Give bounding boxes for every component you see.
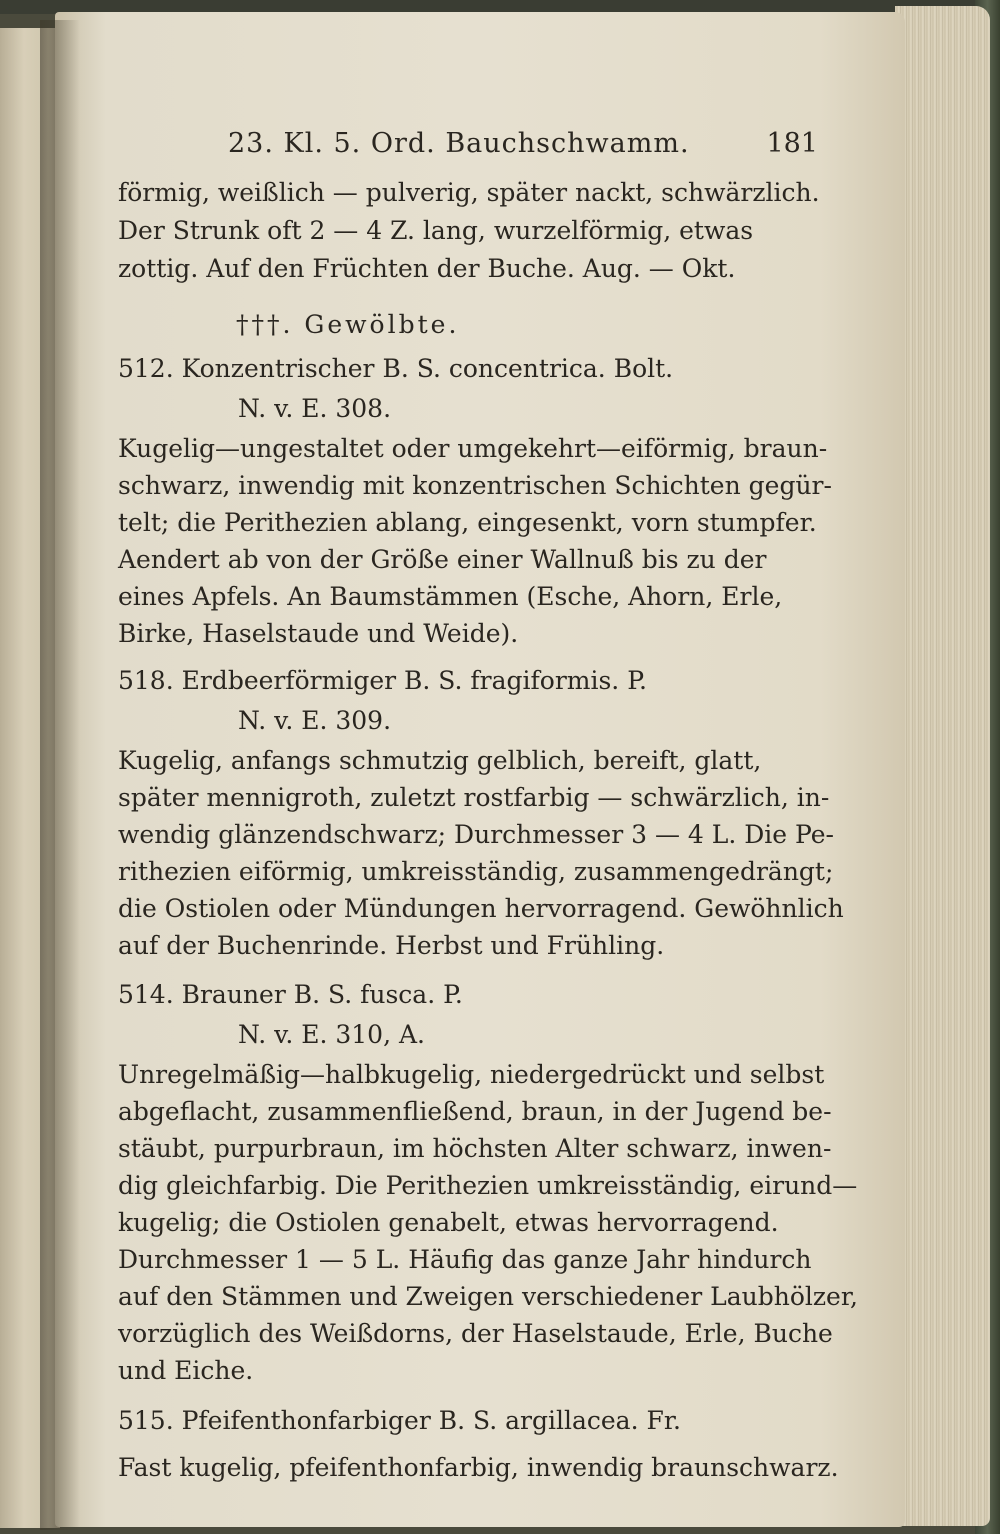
- entry-line: Durchmesser 1 — 5 L. Häufig das ganze Jahr hindurch: [118, 1245, 812, 1274]
- entry-line: und Eiche.: [118, 1356, 254, 1385]
- entry-reference: N. v. E. 309.: [238, 706, 392, 735]
- entry-line: rithezien eiförmig, umkreisständig, zusammengedrängt;: [118, 857, 834, 886]
- intro-line: förmig, weißlich — pulverig, später nackt, schwärzlich.: [118, 178, 820, 207]
- entry-line: die Ostiolen oder Mündungen hervorragend. Gewöhnlich: [118, 894, 844, 923]
- entry-line: Aendert ab von der Größe einer Wallnuß bis zu der: [118, 545, 767, 574]
- section-heading: †††. Gewölbte.: [236, 310, 460, 339]
- intro-line: zottig. Auf den Früchten der Buche. Aug. — Okt.: [118, 254, 736, 283]
- entry-heading: 512. Konzentrischer B. S. concentrica. Bolt.: [118, 354, 674, 383]
- intro-line: Der Strunk oft 2 — 4 Z. lang, wurzelförmig, etwas: [118, 216, 754, 245]
- entry-heading: 515. Pfeifenthonfarbiger B. S. argillacea. Fr.: [118, 1406, 681, 1435]
- entry-line: vorzüglich des Weißdorns, der Haselstaude, Erle, Buche: [118, 1319, 833, 1348]
- entry-heading: 514. Brauner B. S. fusca. P.: [118, 980, 463, 1009]
- page-edges: [895, 6, 990, 1526]
- entry-line: schwarz, inwendig mit konzentrischen Schichten gegür-: [118, 471, 832, 500]
- entry-line: abgeflacht, zusammenfließend, braun, in der Jugend be-: [118, 1097, 832, 1126]
- entry-line: wendig glänzendschwarz; Durchmesser 3 — 4 L. Die Pe-: [118, 820, 834, 849]
- running-header: [228, 128, 818, 162]
- entry-line: kugelig; die Ostiolen genabelt, etwas hervorragend.: [118, 1208, 779, 1237]
- entry-line: Kugelig—ungestaltet oder umgekehrt—eiförmig, braun-: [118, 434, 828, 463]
- entry-reference: N. v. E. 310, A.: [238, 1020, 425, 1049]
- header-title: 23. Kl. 5. Ord. Bauchschwamm.: [228, 128, 690, 159]
- entry-line: Kugelig, anfangs schmutzig gelblich, bereift, glatt,: [118, 746, 762, 775]
- entry-line: auf der Buchenrinde. Herbst und Frühling.: [118, 931, 665, 960]
- entry-heading: 518. Erdbeerförmiger B. S. fragiformis. P.: [118, 666, 647, 695]
- entry-line: Birke, Haselstaude und Weide).: [118, 619, 519, 648]
- entry-line: eines Apfels. An Baumstämmen (Esche, Ahorn, Erle,: [118, 582, 783, 611]
- page-number: 181: [766, 128, 818, 159]
- entry-line: telt; die Perithezien ablang, eingesenkt, vorn stumpfer.: [118, 508, 817, 537]
- entry-line: Unregelmäßig—halbkugelig, niedergedrückt und selbst: [118, 1060, 825, 1089]
- entry-line: auf den Stämmen und Zweigen verschiedener Laubhölzer,: [118, 1282, 859, 1311]
- entry-line: später mennigroth, zuletzt rostfarbig — schwärzlich, in-: [118, 783, 830, 812]
- entry-line: Fast kugelig, pfeifenthonfarbig, inwendig braunschwarz.: [118, 1453, 839, 1482]
- gutter-shadow: [40, 20, 80, 1530]
- entry-line: stäubt, purpurbraun, im höchsten Alter schwarz, inwen-: [118, 1134, 832, 1163]
- entry-reference: N. v. E. 308.: [238, 394, 392, 423]
- entry-line: dig gleichfarbig. Die Perithezien umkreisständig, eirund—: [118, 1171, 858, 1200]
